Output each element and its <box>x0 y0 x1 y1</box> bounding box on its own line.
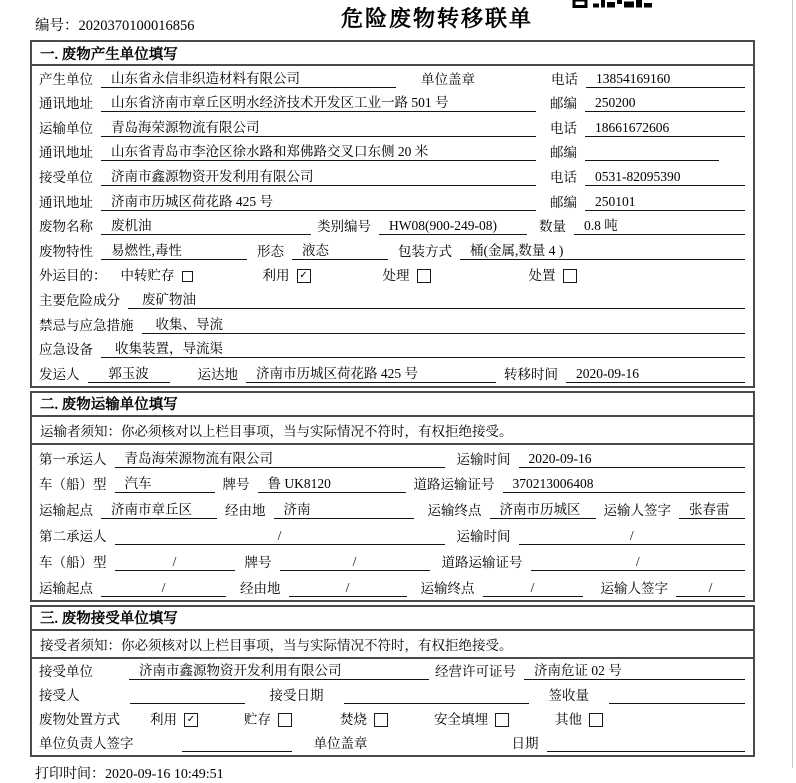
carrier1-sign-label: 运输人签字 <box>603 503 671 519</box>
row-shipper <box>32 361 753 386</box>
carrier2-origin-label: 运输起点 <box>39 580 93 596</box>
transfer-time-label: 转移时间 <box>504 366 558 382</box>
row-receiving-person <box>32 683 753 707</box>
section-producer-heading: 一. 废物产生单位填写 <box>32 42 753 66</box>
row-taboo-measures <box>32 312 753 337</box>
carrier1-time-value: 2020-09-16 <box>519 451 746 468</box>
purpose-option-transfer-storage <box>121 264 193 284</box>
packing-label: 包装方式 <box>398 243 452 259</box>
row-responsible-sign <box>32 731 753 755</box>
signed-amount-label: 签收量 <box>548 687 589 703</box>
page-header <box>0 0 796 40</box>
row-waste-property <box>32 238 753 263</box>
carrier1-plate-label: 牌号 <box>222 477 250 493</box>
receiving-person-label: 接受人 <box>39 687 80 703</box>
purpose-option-utilize-label: 利用 <box>262 268 290 284</box>
disposal-landfill-checkbox <box>495 713 509 727</box>
disposal-storage-checkbox <box>278 713 292 727</box>
disposal-option-storage-label: 贮存 <box>244 711 271 727</box>
carrier1-permit-value: 370213006408 <box>503 476 746 493</box>
print-time <box>0 760 796 783</box>
transporter-label: 运输单位 <box>39 120 93 136</box>
waste-property-value: 易燃性,毒性 <box>101 239 247 260</box>
section-transport-heading: 二. 废物运输单位填写 <box>32 393 753 417</box>
carrier2-plate-value: / <box>280 554 430 571</box>
section-receiver <box>30 605 755 757</box>
purpose-transfer-storage-checkbox <box>182 271 193 282</box>
disposal-option-storage <box>244 708 292 728</box>
purpose-dispose-checkbox <box>563 269 577 283</box>
carrier1-end-label: 运输终点 <box>427 503 482 519</box>
carrier1-via-label: 经由地 <box>225 503 266 519</box>
waste-property-label: 废物特性 <box>39 243 93 259</box>
disposal-option-incinerate-label: 焚烧 <box>340 711 367 727</box>
section-receiver-heading: 三. 废物接受单位填写 <box>32 607 753 631</box>
producer-zip-value: 250200 <box>585 95 745 112</box>
unit-seal-label: 单位盖章 <box>421 71 475 87</box>
taboo-measures-value: 收集、导流 <box>142 313 746 334</box>
disposal-incinerate-checkbox <box>374 713 388 727</box>
carrier2-end-value: / <box>483 580 583 597</box>
receiving-person-value <box>130 687 245 704</box>
disposal-other-checkbox <box>589 713 603 727</box>
carrier1-end-value: 济南市历城区 <box>490 498 596 519</box>
disposal-option-utilize <box>150 708 198 728</box>
purpose-treat-checkbox <box>417 269 431 283</box>
disposal-utilize-checkbox: ✓ <box>184 713 198 727</box>
section-transport <box>30 391 755 602</box>
carrier2-origin-value: / <box>101 580 226 597</box>
section-producer <box>30 40 755 388</box>
category-value: HW08(900-249-08) <box>379 218 527 235</box>
carrier2-value: / <box>115 528 445 545</box>
hazard-component-value: 废矿物油 <box>128 288 745 309</box>
quantity-value: 0.8 吨 <box>574 214 745 235</box>
carrier1-via-value: 济南 <box>274 498 414 519</box>
purpose-option-dispose <box>529 264 577 284</box>
carrier1-vehicle-value: 汽车 <box>115 472 215 493</box>
purpose-utilize-checkbox: ✓ <box>297 269 311 283</box>
doc-number-value: 2020370100016856 <box>78 18 195 34</box>
waste-name-value: 废机油 <box>101 214 311 235</box>
waste-name-label: 废物名称 <box>39 219 93 235</box>
quantity-label: 数量 <box>539 219 566 235</box>
producer-zip-label: 邮编 <box>550 96 577 112</box>
carrier1-origin-value: 济南市章丘区 <box>101 498 217 519</box>
receiving-date-value <box>344 687 529 704</box>
print-time-value: 2020-09-16 10:49:51 <box>105 766 224 782</box>
carrier2-time-value: / <box>519 528 746 545</box>
row-carrier1-route <box>32 496 753 522</box>
transport-notice: 运输者须知：你必须核对以上栏目事项，当与实际情况不符时，有权拒绝接受。 <box>32 417 753 445</box>
carrier2-vehicle-label: 车（船）型 <box>39 554 107 570</box>
carrier1-plate-value: 鲁 UK8120 <box>258 472 406 493</box>
category-label: 类别编号 <box>317 219 371 235</box>
receiver-zip-value: 250101 <box>585 194 745 211</box>
row-receiver <box>32 164 753 189</box>
row-transporter-address <box>32 140 753 165</box>
transporter-address-label: 通讯地址 <box>39 145 93 161</box>
row-receiving-unit <box>32 659 753 683</box>
carrier2-end-label: 运输终点 <box>420 580 475 596</box>
license-value: 济南危证 02 号 <box>524 659 745 680</box>
transporter-zip-value <box>585 144 719 161</box>
row-carrier1 <box>32 445 753 471</box>
purpose-option-transfer-storage-label: 中转贮存 <box>120 268 175 284</box>
transporter-address-value: 山东省青岛市李沧区徐水路和郑佛路交叉口东侧 20 米 <box>101 140 536 161</box>
emergency-equipment-value: 收集装置，导流渠 <box>101 337 745 358</box>
purpose-label: 外运目的： <box>39 268 107 284</box>
row-emergency-equipment <box>32 337 753 362</box>
disposal-method-label: 废物处置方式 <box>39 711 120 727</box>
unit-seal2-label: 单位盖章 <box>313 735 368 751</box>
doc-number <box>35 14 195 35</box>
row-hazard-component <box>32 287 753 312</box>
row-waste-name <box>32 214 753 239</box>
carrier2-via-value: / <box>289 580 407 597</box>
receiver-notice: 接受者须知：你必须核对以上栏目事项，当与实际情况不符时，有权拒绝接受。 <box>32 631 753 659</box>
purpose-option-treat-label: 处理 <box>382 268 410 284</box>
receiver-phone-value: 0531-82095390 <box>585 169 745 186</box>
doc-number-label: 编号： <box>35 18 79 34</box>
receiver-zip-label: 邮编 <box>550 194 577 210</box>
disposal-option-utilize-label: 利用 <box>150 711 177 727</box>
row-carrier2-route <box>32 574 753 600</box>
purpose-option-dispose-label: 处置 <box>528 268 556 284</box>
row-purpose <box>32 263 753 288</box>
row-carrier2-vehicle <box>32 548 753 574</box>
row-producer <box>32 66 753 91</box>
taboo-measures-label: 禁忌与应急措施 <box>39 317 134 333</box>
receiver-value: 济南市鑫源物资开发利用有限公司 <box>101 165 536 186</box>
page-edge-line <box>792 0 793 768</box>
producer-phone-label: 电话 <box>551 71 578 87</box>
form-state-value: 液态 <box>292 239 388 260</box>
destination-label: 运达地 <box>197 366 238 382</box>
producer-address-value: 山东省济南市章丘区明水经济技术开发区工业一路 501 号 <box>101 91 536 112</box>
page-title: 危险废物转移联单 <box>340 6 534 31</box>
transporter-phone-label: 电话 <box>550 120 577 136</box>
carrier2-plate-label: 牌号 <box>244 554 272 570</box>
producer-label: 产生单位 <box>39 71 93 87</box>
license-label: 经营许可证号 <box>435 663 516 679</box>
disposal-option-other-label: 其他 <box>555 711 582 727</box>
print-time-label: 打印时间： <box>35 766 105 782</box>
receiving-date-label: 接受日期 <box>269 687 324 703</box>
emergency-equipment-label: 应急设备 <box>39 342 93 358</box>
disposal-option-other <box>555 708 603 728</box>
responsible-sign-label: 单位负责人签字 <box>39 735 134 751</box>
disposal-option-landfill-label: 安全填埋 <box>434 711 488 727</box>
row-disposal-method <box>32 707 753 731</box>
purpose-option-utilize <box>263 264 311 284</box>
producer-value: 山东省永信非织造材料有限公司 <box>101 67 396 88</box>
shipper-value: 郭玉波 <box>88 362 170 383</box>
carrier2-time-label: 运输时间 <box>456 528 511 544</box>
row-producer-address <box>32 91 753 116</box>
carrier2-permit-label: 道路运输证号 <box>441 554 523 570</box>
producer-phone-value: 13854169160 <box>586 71 745 88</box>
transporter-value: 青岛海荣源物流有限公司 <box>101 116 536 137</box>
form-body <box>30 40 755 757</box>
responsible-sign-value <box>182 735 292 752</box>
carrier1-time-label: 运输时间 <box>456 451 511 467</box>
carrier2-vehicle-value: / <box>115 554 235 571</box>
carrier1-vehicle-label: 车（船）型 <box>39 477 107 493</box>
row-carrier1-vehicle <box>32 471 753 497</box>
form-state-label: 形态 <box>257 243 284 259</box>
carrier2-permit-value: / <box>531 554 746 571</box>
carrier2-sign-label: 运输人签字 <box>600 580 668 596</box>
destination-value: 济南市历城区荷花路 425 号 <box>246 362 496 383</box>
shipper-label: 发运人 <box>39 366 80 382</box>
carrier2-via-label: 经由地 <box>240 580 281 596</box>
carrier1-label: 第一承运人 <box>39 451 107 467</box>
purpose-option-treat <box>383 264 431 284</box>
row-carrier2 <box>32 522 753 548</box>
receiver-phone-label: 电话 <box>550 169 577 185</box>
carrier2-sign-value: / <box>676 580 745 597</box>
qr-code-partial-icon <box>572 0 652 8</box>
carrier1-value: 青岛海荣源物流有限公司 <box>115 447 445 468</box>
carrier1-sign-value: 张春雷 <box>679 498 745 519</box>
receiver-address-value: 济南市历城区荷花路 425 号 <box>101 190 536 211</box>
receiver-label: 接受单位 <box>39 169 93 185</box>
receiver-address-label: 通讯地址 <box>39 194 93 210</box>
carrier2-label: 第二承运人 <box>39 528 107 544</box>
receiving-unit-label: 接受单位 <box>39 663 93 679</box>
hazard-component-label: 主要危险成分 <box>39 292 120 308</box>
seal-date-label: 日期 <box>511 735 539 751</box>
receiving-unit-value: 济南市鑫源物资开发利用有限公司 <box>129 659 429 680</box>
producer-address-label: 通讯地址 <box>39 96 93 112</box>
signed-amount-value <box>609 687 745 704</box>
transporter-zip-label: 邮编 <box>550 145 577 161</box>
seal-date-value <box>547 735 746 752</box>
carrier1-permit-label: 道路运输证号 <box>413 477 495 493</box>
packing-value: 桶(金属,数量 4 ) <box>460 239 745 260</box>
transfer-time-value: 2020-09-16 <box>566 366 745 383</box>
carrier1-origin-label: 运输起点 <box>39 503 93 519</box>
transporter-phone-value: 18661672606 <box>585 120 745 137</box>
row-transporter <box>32 115 753 140</box>
disposal-option-landfill <box>434 708 509 728</box>
row-receiver-address <box>32 189 753 214</box>
disposal-option-incinerate <box>340 708 388 728</box>
